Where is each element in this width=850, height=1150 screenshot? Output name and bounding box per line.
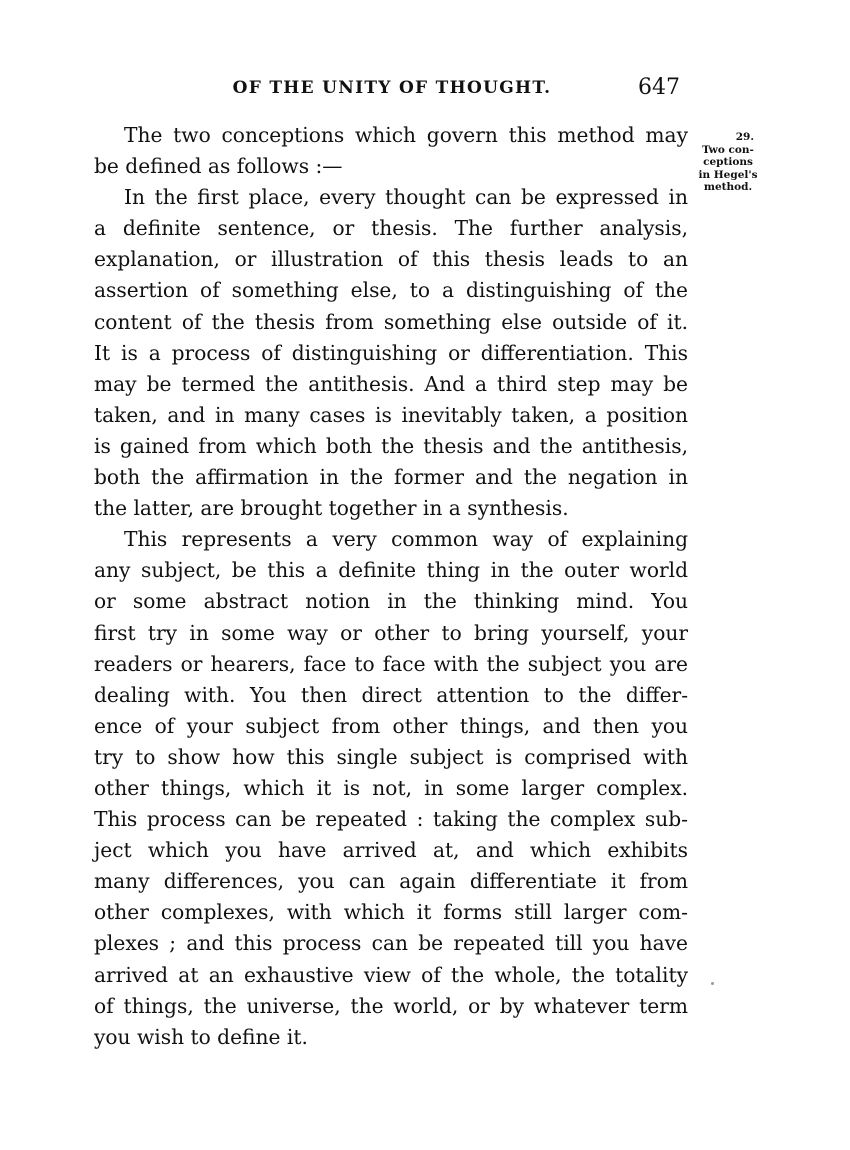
text-line: any subject, be this a definite thing in the outer world <box>94 558 688 583</box>
text-line: explanation, or illustration of this thesis leads to an <box>94 247 688 272</box>
margin-note-line: in Hegel's <box>698 168 758 181</box>
text-line: both the affirmation in the former and the negation in <box>94 465 688 490</box>
text-line: of things, the universe, the world, or by whatever term <box>94 993 688 1018</box>
text-line: dealing with. You then direct attention to the differ- <box>94 682 689 707</box>
text-line: This represents a very common way of explaining <box>124 527 689 552</box>
text-line: many differences, you can again differentiate it from <box>94 869 688 894</box>
margin-note-line: ceptions <box>703 156 753 168</box>
text-line: may be termed the antithesis. And a third step may be <box>94 371 688 396</box>
running-head <box>96 72 688 104</box>
paper-speck <box>711 982 714 985</box>
text-line: other complexes, with which it forms still larger com- <box>94 900 688 925</box>
margin-note <box>692 131 764 194</box>
text-line: try to show how this single subject is comprised with <box>94 744 688 769</box>
text-line: plexes ; and this process can be repeated till you have <box>94 931 689 956</box>
margin-note-line: Two con- <box>702 143 754 156</box>
margin-note-number: 29. <box>735 131 754 143</box>
text-line: taken, and in many cases is inevitably taken, a position <box>94 402 688 427</box>
text-line: assertion of something else, to a distinguishing of the <box>94 278 689 303</box>
margin-note-line: method. <box>703 181 753 193</box>
text-line: be defined as follows :— <box>94 154 343 179</box>
text-line: ject which you have arrived at, and which exhibits <box>94 838 688 863</box>
text-line: is gained from which both the thesis and the antithesis, <box>94 433 689 458</box>
text-line: other things, which it is not, in some larger complex. <box>94 775 689 800</box>
text-line: This process can be repeated : taking the complex sub- <box>94 807 689 832</box>
text-line: first try in some way or other to bring yourself, your <box>94 620 688 645</box>
text-line: content of the thesis from something else outside of it. <box>94 309 689 334</box>
text-line: you wish to define it. <box>94 1024 308 1049</box>
body-text <box>94 120 688 1053</box>
page-number: 647 <box>638 75 680 100</box>
text-line: or some abstract notion in the thinking mind. You <box>94 589 688 614</box>
text-line: arrived at an exhaustive view of the whole, the totality <box>94 962 688 987</box>
text-line: It is a process of distinguishing or differentiation. This <box>94 340 688 365</box>
text-line: the latter, are brought together in a synthesis. <box>94 496 569 521</box>
text-line: readers or hearers, face to face with the subject you are <box>94 651 688 676</box>
text-line: ence of your subject from other things, and then you <box>94 713 689 738</box>
text-line: In the first place, every thought can be expressed in <box>124 185 688 210</box>
text-line: The two conceptions which govern this method may <box>124 123 688 147</box>
text-line: a definite sentence, or thesis. The further analysis, <box>94 216 689 241</box>
running-title: OF THE UNITY OF THOUGHT. <box>232 78 552 98</box>
